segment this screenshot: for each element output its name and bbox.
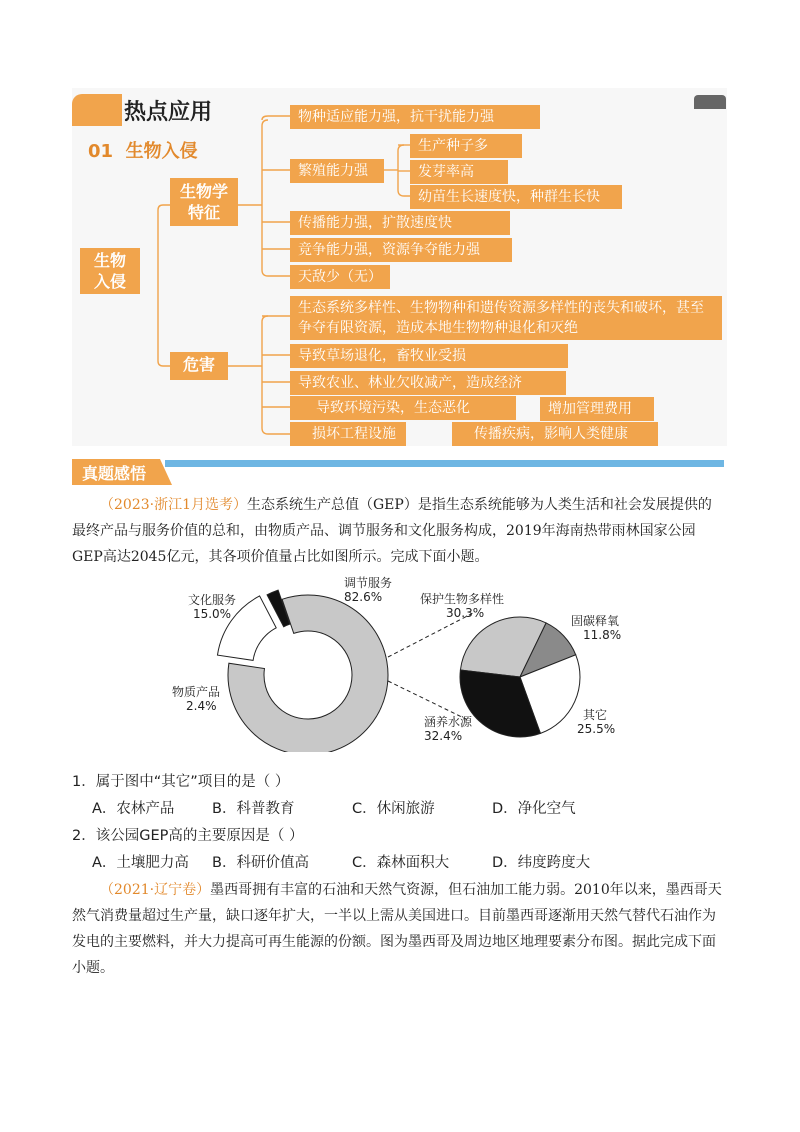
label-cultural-name: 文化服务 xyxy=(188,593,237,607)
feature-adaptability: 物种适应能力强，抗干扰能力强 xyxy=(290,105,540,129)
harm-biodiversity: 生态系统多样性、生物物种和遗传资源多样性的丧失和破坏，甚至争夺有限资源，造成本地生物物种退化和灭绝 xyxy=(290,296,722,340)
label-regulation-service xyxy=(344,576,392,604)
question-2-stem: 2．该公园GEP高的主要原因是（ ） xyxy=(72,828,304,844)
passage-2 xyxy=(72,877,724,981)
label-carbon-value: 11.8% xyxy=(583,628,622,642)
feature-reproduction: 繁殖能力强 xyxy=(290,159,384,183)
page-title: 热点应用 xyxy=(124,100,213,125)
page-subtitle: 01 生物入侵 xyxy=(88,141,198,162)
reproduction-item-germination: 发芽率高 xyxy=(410,160,508,184)
reproduction-item-seeds: 生产种子多 xyxy=(410,134,522,158)
label-water-name: 涵养水源 xyxy=(424,715,473,729)
q1-option-b[interactable]: B．科普教育 xyxy=(212,801,295,817)
branch-biological-features: 生物学 特征 xyxy=(170,178,238,226)
harm-grassland: 导致草场退化，畜牧业受损 xyxy=(290,344,568,368)
label-other xyxy=(577,708,616,736)
label-other-name: 其它 xyxy=(583,708,608,722)
harm-environment: 导致环境污染，生态恶化 xyxy=(290,396,516,420)
harm-management-cost: 增加管理费用 xyxy=(540,397,654,421)
label-water xyxy=(424,715,472,743)
donut-chart xyxy=(217,590,388,752)
label-carbon xyxy=(571,614,621,642)
q2-option-a[interactable]: A．土壤肥力高 xyxy=(92,855,189,871)
mindmap-root: 生物 入侵 xyxy=(80,248,140,294)
pie-chart xyxy=(460,617,580,737)
label-regulation-name: 调节服务 xyxy=(344,576,393,590)
question-2-options xyxy=(92,851,712,873)
passage-1 xyxy=(72,492,724,570)
feature-few-enemies: 天敌少（无） xyxy=(290,265,390,289)
label-cultural-value: 15.0% xyxy=(192,607,232,621)
label-regulation-value: 82.6% xyxy=(344,590,383,604)
label-biodiversity-value: 30.3% xyxy=(446,606,485,620)
label-other-value: 25.5% xyxy=(577,722,616,736)
q1-option-d[interactable]: D．净化空气 xyxy=(492,801,576,817)
reproduction-item-growth: 幼苗生长速度快，种群生长快 xyxy=(410,185,622,209)
label-material-name: 物质产品 xyxy=(172,685,221,699)
label-material-products xyxy=(172,685,220,713)
label-carbon-name: 固碳释氧 xyxy=(571,614,620,628)
q1-option-c[interactable]: C．休闲旅游 xyxy=(352,801,435,817)
harm-disease: 传播疾病，影响人类健康 xyxy=(452,422,658,446)
section-divider xyxy=(165,460,724,467)
label-material-value: 2.4% xyxy=(186,699,217,713)
label-water-value: 32.4% xyxy=(424,729,463,743)
label-biodiversity xyxy=(420,592,504,620)
label-cultural-service xyxy=(188,593,236,621)
passage-2-source: （2021·辽宁卷） xyxy=(100,882,211,898)
harm-agriculture: 导致农业、林业欠收减产，造成经济 xyxy=(290,371,566,395)
question-1-stem: 1．属于图中“其它”项目的是（ ） xyxy=(72,774,290,790)
feature-spread: 传播能力强，扩散速度快 xyxy=(290,211,510,235)
question-1-options xyxy=(92,797,712,819)
label-biodiversity-name: 保护生物多样性 xyxy=(420,592,505,606)
section-title: 真题感悟 xyxy=(82,464,147,483)
passage-1-text: 生态系统生产总值（GEP）是指生态系统能够为人类生活和社会发展提供的最终产品与服务价值的总和，由物质产品、调节服务和文化服务构成，2019年海南热带雨林国家公园GEP高达2045亿元，其各项价值量占比如图所示。完成下面小题。 xyxy=(72,497,712,565)
q2-option-b[interactable]: B．科研价值高 xyxy=(212,855,309,871)
feature-competition: 竞争能力强，资源争夺能力强 xyxy=(290,238,512,262)
passage-1-source: （2023·浙江1月选考） xyxy=(100,497,247,513)
q2-option-d[interactable]: D．纬度跨度大 xyxy=(492,855,591,871)
passage-2-text: 墨西哥拥有丰富的石油和天然气资源，但石油加工能力弱。2010年以来，墨西哥天然气消费量超过生产量，缺口逐年扩大，一半以上需从美国进口。目前墨西哥逐渐用天然气替代石油作为发电的主要燃料，并大力提高可再生能源的份额。图为墨西哥及周边地区地理要素分布图。据此完成下面小题。 xyxy=(72,882,722,976)
q1-option-a[interactable]: A．农林产品 xyxy=(92,801,175,817)
branch-harms: 危害 xyxy=(170,352,228,380)
gep-charts xyxy=(170,577,630,752)
q2-option-c[interactable]: C．森林面积大 xyxy=(352,855,450,871)
harm-infrastructure: 损坏工程设施 xyxy=(290,422,406,446)
